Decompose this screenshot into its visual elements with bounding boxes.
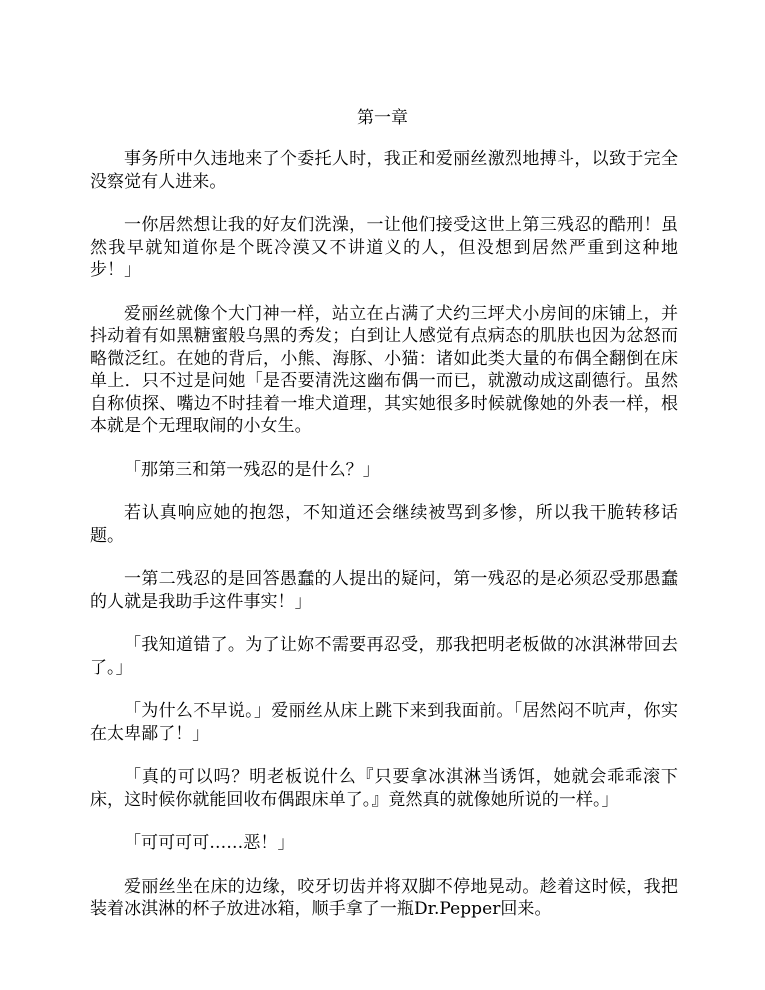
paragraph: 「为什么不早说。」爱丽丝从床上跳下来到我面前。「居然闷不吭声，你实在太卑鄙了！」 — [90, 701, 678, 744]
paragraph: 「可可可可……恶！」 — [124, 833, 295, 853]
paragraph: 「真的可以吗？明老板说什么『只要拿冰淇淋当诱饵，她就会乖乖滚下床，这时候你就能回收布偶跟床单了。』竟然真的就像她所说的一样。」 — [90, 767, 678, 810]
paragraph: 一第二残忍的是回答愚蠢的人提出的疑问，第一残忍的是必须忍受那愚蠢的人就是我助手这件事实！」 — [90, 569, 678, 612]
paragraph: 「那第三和第一残忍的是什么？」 — [124, 459, 380, 480]
paragraph: 一你居然想让我的好友们洗澡，一让他们接受这世上第三残忍的酷刑！虽然我早就知道你是个既冷漠又不讲道义的人，但没想到居然严重到这种地步！」 — [90, 215, 678, 280]
paragraph: 「我知道错了。为了让妳不需要再忍受，那我把明老板做的冰淇淋带回去了。」 — [90, 635, 678, 678]
chapter-body — [90, 148, 678, 942]
chapter-title: 第一章 — [357, 108, 408, 128]
paragraph: 爱丽丝坐在床的边缘，咬牙切齿并将双脚不停地晃动。趁着这时候，我把装着冰淇淋的杯子放进冰箱，顺手拿了一瓶Dr.Pepper回来。 — [90, 876, 678, 919]
paragraph: 爱丽丝就像个大门神一样，站立在占满了犬约三坪犬小房间的床铺上，并抖动着有如黑糖蜜般乌黑的秀发；白到让人感觉有点病态的肌肤也因为忿怒而略微泛红。在她的背后，小熊、海豚、小猫：诸如此类大量的布偶全翻倒在床单上．只不过是问她「是否要清洗这幽布偶一而已，就激动成这副德行。虽然自称侦探、嘴边不时挂着一堆犬道理，其实她很多时候就像她的外表一样，根本就是个无理取闹的小女生。 — [90, 303, 678, 436]
paragraph: 事务所中久违地来了个委托人时，我正和爱丽丝激烈地搏斗，以致于完全没察觉有人进来。 — [90, 149, 678, 192]
paragraph: 若认真响应她的抱怨，不知道还会继续被骂到多惨，所以我干脆转移话题。 — [90, 503, 678, 546]
